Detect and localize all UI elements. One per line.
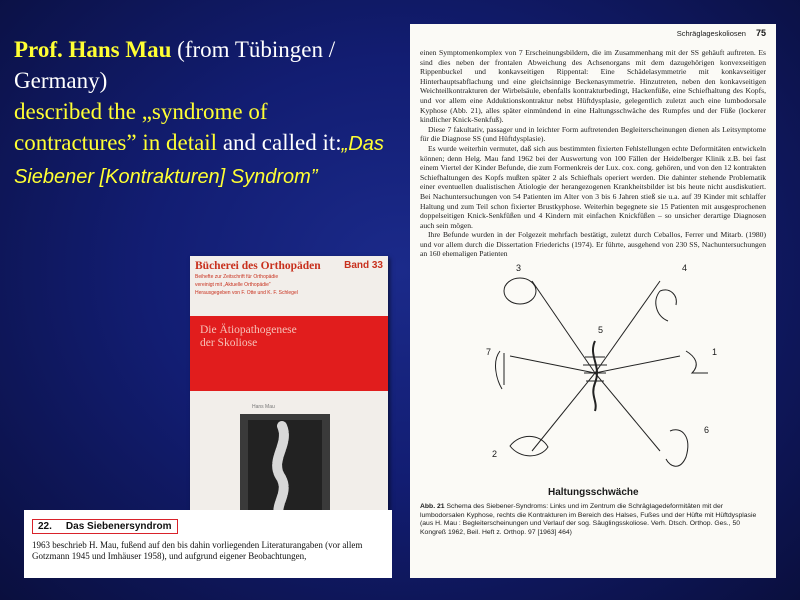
book-cover-header <box>190 256 388 316</box>
caption-label: Abb. 21 <box>420 503 445 511</box>
page-paragraph-2: Diese 7 fakultativ, passager und in leichter Form auftretenden Begleiterscheinungen dienen als Leitsymptome für die Diagnose SS (und Hüftdysplasie). <box>420 124 766 144</box>
seven-syndrome-diagram <box>420 261 766 501</box>
figure-caption <box>420 503 766 537</box>
diagram-drawing <box>420 261 766 501</box>
textbook-excerpt <box>24 510 392 578</box>
syndrome-name: „Das Siebener [Kontrakturen] Syndrom” <box>14 133 384 188</box>
diagram-label-4: 4 <box>682 263 688 274</box>
described-text: described the „syndrome of contractures” in detail <box>14 99 268 155</box>
page-paragraph-3: Es wurde weiterhin vermutet, daß sich aus bestimmten fixierten Fehlstellungen echte Deformitäten entwickeln können; denn Helg. Mau fand 1962 bei der Auswertung von 100 Fällen der Heidelberger Klinik z.B. bei fast einem Viertel der Kinder Befunde, die zum Formenkreis der Lux. cox. cong. gehören, und von den 12 kontrakten Schiefhaltungen des Kopfs mußten später 2 als Schiefhals operiert werden. Die dahinter stehende Problematik einer eventuellen dualistischen Ätiologie der herangezogenen Krankheitsbilder ist bis heute nicht ausdiskutiert. Bei Nachuntersuchungen von 54 Patienten im Alter von 3 bis 6 Jahren stieß sie u.a. auf 39 Kinder mit schlaffer Haltung und zum Teil schon fixierter Brustkyphose. Weiterhin begegnete sie 15 Patienten mit ausgesprochenen doppelseitigen Knick-Senkfüßen und 4 Kindern mit einfachen Knickfüßen – so unsicher derartige Diagnosen auch sein mögen. <box>420 143 766 230</box>
and-called-text: and called it: <box>217 130 342 155</box>
page-number: 75 <box>755 28 766 38</box>
book-series-title: Bücherei des Orthopäden <box>195 260 321 272</box>
author-origin: (from Tübingen / Germany) <box>14 37 336 93</box>
excerpt-body: 1963 beschrieb H. Mau, fußend auf den bis dahin vorliegenden Literaturangaben (vor allem Gotzmann 1945 und Imhäuser 1958), und aufgrund eigener Beobachtungen, <box>32 540 363 561</box>
book-title-line-2: der Skoliose <box>200 337 258 349</box>
excerpt-section-number: 22. <box>38 521 52 532</box>
book-subtitle-2: vereinigt mit „Aktuelle Orthopädie“ <box>195 282 271 288</box>
page-paragraph-4: Ihre Befunde wurden in der Folgezeit mehrfach bestätigt, zuletzt durch Ceballos, Ferrer und Mitarb. (1980) und vor allem durch die Dissertation Friederichs (1974). Er führte, ausgehend von 230 SS, Nachuntersuchungen an 160 ehemaligen Patienten <box>420 230 766 259</box>
book-cover <box>190 256 388 552</box>
caption-text: Schema des Siebener-Syndroms: Links und im Zentrum die Schräglagedeformitäten mit der lumbodorsalen Kyphose, rechts die Kontrakturen im Bereich des Halses, Fußes und der Hüfte mit Hüftdysplasie (aus H. Mau : Begleiterscheinungen und Verlauf der sog. Säuglingsskoliose. Verh. Dtsch. Orthop. Ges., 50 Kongreß 1962, Beil. Heft z. Orthop. 97 [1963] 464) <box>420 503 757 536</box>
book-title-band <box>190 316 388 391</box>
book-subtitle-1: Beihefte zur Zeitschrift für Orthopädie <box>195 274 279 280</box>
page-paragraph-1: einen Symptomenkomplex von 7 Erscheinungsbildern, die im Zusammenhang mit der SS gehäuft auftreten. Es sind dies neben der frontalen Abweichung des Achsenorgans mit dem dazugehörigen konvexseitigen Rippenbuckel und konkavseitigen Rippental: Eine Schädelasymmetrie mit konkavseitiger Hinterhauptsabflachung und eine gleichsinnige Beckenasymmetrie. Hinzutreten, neben den konkavseitigen Weichteilkontrakturen der Wirbelsäule, ebenfalls kontrakturbedingt, Hackenfüße, eine Schiefhaltung des Kopfs, und vor allem eine Adduktionskontraktur nebst Hüftdysplasie, gelegentlich zuletzt auch eine lumbodorsale Kyphose (Abb. 21), alles später einmündend in eine Haltungsschwäche des Rumpfes und der Füße (lockerer kindlicher Knick-Senkfuß). <box>420 48 766 125</box>
excerpt-heading <box>32 519 178 534</box>
page-body-text <box>420 48 766 259</box>
excerpt-section-title: Das Siebenersyndrom <box>65 521 172 532</box>
diagram-label-7: 7 <box>486 347 492 358</box>
book-title-line-1: Die Ätiopathogenese <box>200 324 297 336</box>
book-band-number: Band 33 <box>344 260 383 271</box>
diagram-label-6: 6 <box>704 425 710 436</box>
page-running-header <box>420 28 766 38</box>
author-name: Prof. Hans Mau <box>14 37 172 62</box>
diagram-title: Haltungsschwäche <box>548 487 639 499</box>
diagram-label-2: 2 <box>492 449 498 460</box>
book-subtitle-3: Herausgegeben von F. Otte und K. F. Schlegel <box>195 290 298 296</box>
diagram-label-1: 1 <box>712 347 718 358</box>
diagram-label-5: 5 <box>598 325 604 336</box>
diagram-label-3: 3 <box>516 263 522 274</box>
book-author: Hans Mau <box>252 404 275 410</box>
running-title: Schräglageskoliosen <box>676 29 746 38</box>
book-page <box>410 24 776 578</box>
headline-text <box>14 34 394 193</box>
